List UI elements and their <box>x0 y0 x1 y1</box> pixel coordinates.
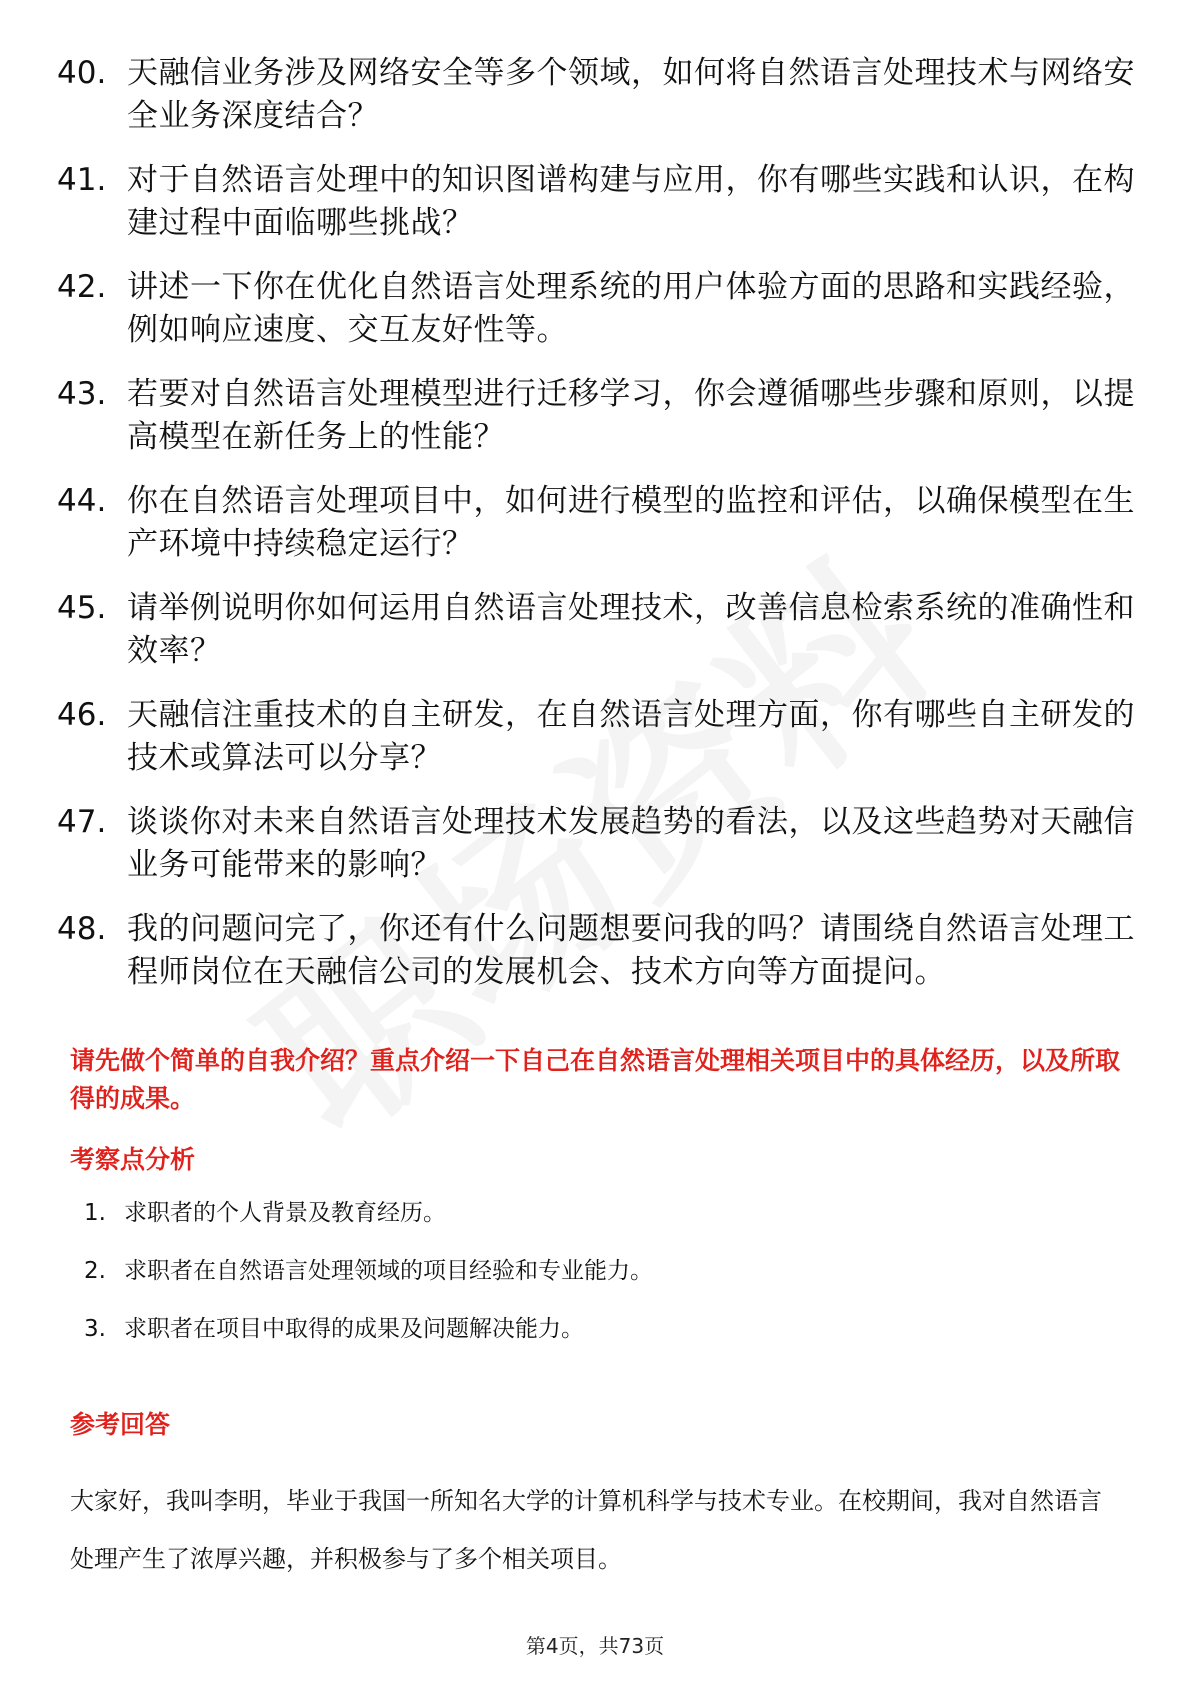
question-text: 请举例说明你如何运用自然语言处理技术，改善信息检索系统的准确性和效率？ <box>127 590 1135 669</box>
question-number: 43. <box>57 376 107 412</box>
analysis-point <box>84 1314 1084 1372</box>
analysis-point-list <box>84 1198 1084 1372</box>
reference-answer: 大家好，我叫李明，毕业于我国一所知名大学的计算机科学与技术专业。在校期间，我对自然语言处理产生了浓厚兴趣，并积极参与了多个相关项目。 <box>70 1487 1102 1573</box>
question-text: 若要对自然语言处理模型进行迁移学习，你会遵循哪些步骤和原则，以提高模型在新任务上的性能？ <box>127 376 1135 455</box>
question-number: 46. <box>57 697 107 733</box>
question-item <box>57 908 1137 994</box>
question-text: 天融信业务涉及网络安全等多个领域，如何将自然语言处理技术与网络安全业务深度结合？ <box>127 55 1135 134</box>
question-number: 45. <box>57 590 107 626</box>
question-text: 天融信注重技术的自主研发，在自然语言处理方面，你有哪些自主研发的技术或算法可以分享？ <box>127 697 1135 776</box>
point-number: 3. <box>84 1316 106 1342</box>
question-item <box>57 801 1137 887</box>
question-item <box>57 159 1137 245</box>
question-number: 42. <box>57 269 107 305</box>
question-item <box>57 587 1137 673</box>
reference-title: 参考回答 <box>70 1410 171 1439</box>
question-number: 44. <box>57 483 107 519</box>
question-item <box>57 52 1137 138</box>
question-item <box>57 480 1137 566</box>
question-item <box>57 373 1137 459</box>
question-text: 谈谈你对未来自然语言处理技术发展趋势的看法，以及这些趋势对天融信业务可能带来的影响？ <box>127 804 1135 883</box>
question-number: 41. <box>57 162 107 198</box>
question-list <box>57 52 1137 1015</box>
point-text: 求职者在项目中取得的成果及问题解决能力。 <box>124 1316 584 1342</box>
question-item <box>57 694 1137 780</box>
analysis-point <box>84 1256 1084 1314</box>
question-text: 讲述一下你在优化自然语言处理系统的用户体验方面的思路和实践经验，例如响应速度、交互友好性等。 <box>127 269 1135 348</box>
question-number: 47. <box>57 804 107 840</box>
question-item <box>57 266 1137 352</box>
analysis-title: 考察点分析 <box>70 1145 196 1174</box>
point-number: 1. <box>84 1200 106 1226</box>
question-text: 我的问题问完了，你还有什么问题想要问我的吗？请围绕自然语言处理工程师岗位在天融信公司的发展机会、技术方向等方面提问。 <box>127 911 1135 990</box>
analysis-point <box>84 1198 1084 1256</box>
point-text: 求职者的个人背景及教育经历。 <box>124 1200 446 1226</box>
highlight-question: 请先做个简单的自我介绍？重点介绍一下自己在自然语言处理相关项目中的具体经历，以及所取得的成果。 <box>70 1046 1121 1113</box>
point-text: 求职者在自然语言处理领域的项目经验和专业能力。 <box>124 1258 653 1284</box>
page-footer: 第4页，共73页 <box>525 1634 665 1658</box>
point-number: 2. <box>84 1258 106 1284</box>
question-text: 你在自然语言处理项目中，如何进行模型的监控和评估，以确保模型在生产环境中持续稳定运行？ <box>127 483 1135 562</box>
question-number: 40. <box>57 55 107 91</box>
question-text: 对于自然语言处理中的知识图谱构建与应用，你有哪些实践和认识，在构建过程中面临哪些挑战？ <box>127 162 1135 241</box>
question-number: 48. <box>57 911 107 947</box>
